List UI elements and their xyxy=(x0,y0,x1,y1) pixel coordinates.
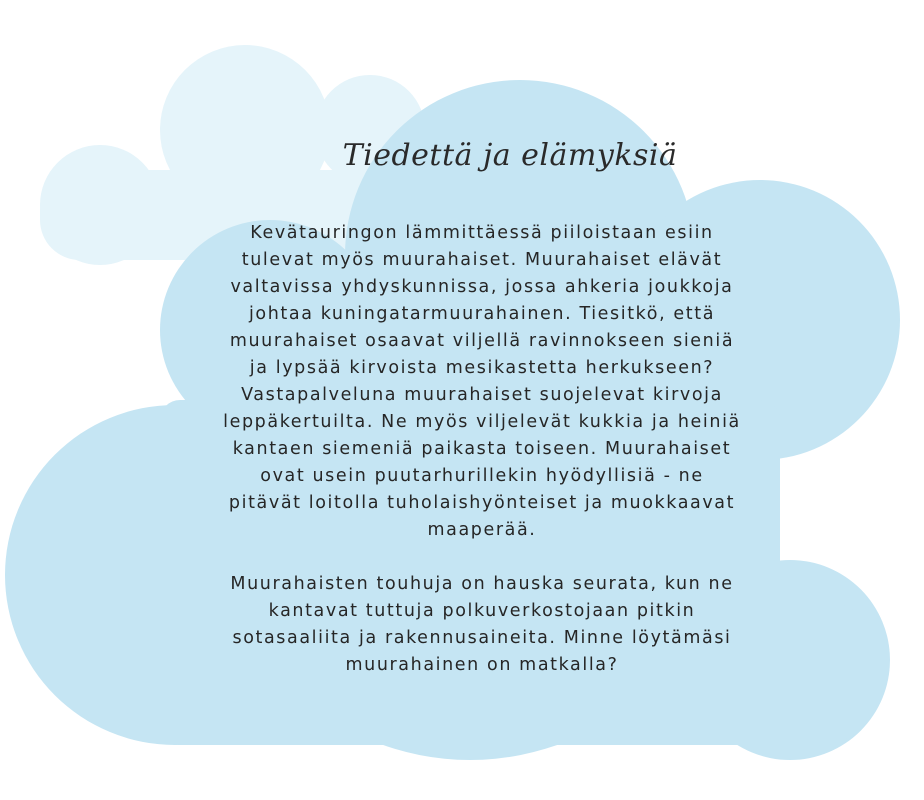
paragraph-1: Kevätauringon lämmittäessä piiloistaan esiin tulevat myös muurahaiset. Muurahaiset elävät valtavissa yhdyskunnissa, jossa ahkeria joukkoja johtaa kuningatarmuurahainen. Tiesitkö, että muurahaiset osaavat viljellä ravinnokseen sieniä ja lypsää kirvoista mesikastetta herkukseen? Vastapalveluna muurahaiset suojelevat kirvoja leppäkertuilta. Ne myös viljelevät kukkia ja heiniä kantaen siemeniä paikasta toiseen. Muurahaiset ovat usein puutarhurillekin hyödyllisiä - ne pitävät loitolla tuholaishyönteiset ja muokkaavat maaperää. xyxy=(223,223,741,540)
body-text xyxy=(222,220,742,679)
paragraph-2: Muurahaisten touhuja on hauska seurata, kun ne kantavat tuttuja polkuverkostojaan pitkin sotasaaliita ja rakennusaineita. Minne löytämäsi muurahainen on matkalla? xyxy=(230,574,734,675)
heading-title: Tiedettä ja elämyksiä xyxy=(342,138,678,173)
